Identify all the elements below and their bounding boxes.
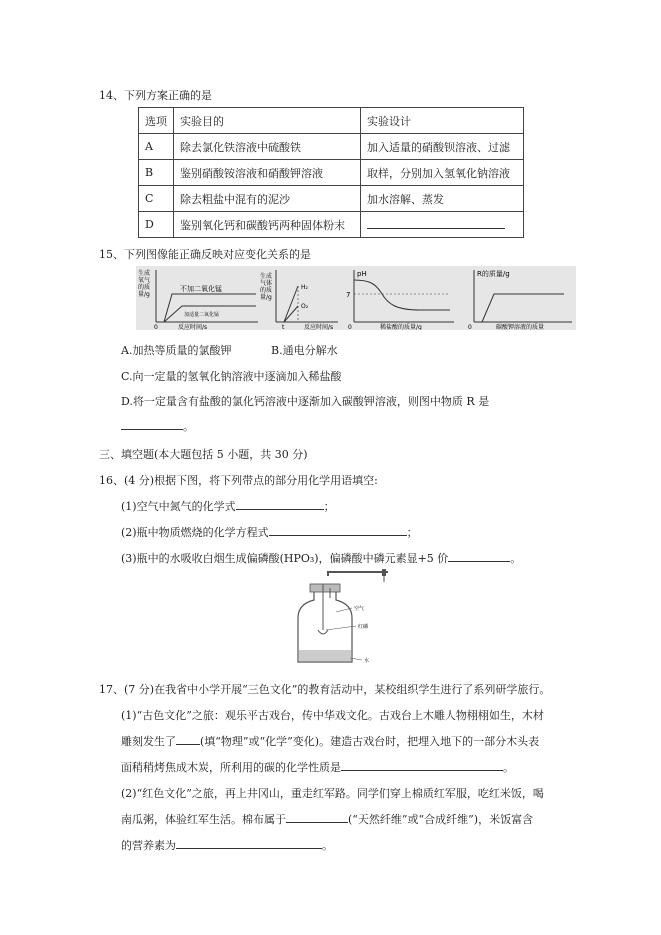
option-b: B.通电分解水 — [271, 344, 338, 357]
graph-c-svg — [340, 266, 458, 330]
answer-blank-line — [176, 837, 322, 849]
curve-label: 加适量二氧化锰 — [184, 312, 220, 318]
svg-text:量/g: 量/g — [260, 294, 272, 301]
option-c: C.向一定量的氢氧化钠溶液中逐滴加入稀盐酸 — [121, 370, 342, 383]
table-row — [139, 108, 524, 134]
graph-a — [136, 266, 266, 330]
table-cell: 鉴别氧化钙和碳酸钙两种固体粉末 — [174, 212, 361, 238]
svg-text:0: 0 — [154, 324, 158, 330]
svg-text:生成: 生成 — [138, 270, 151, 277]
svg-text:反应时间/s: 反应时间/s — [304, 324, 334, 330]
answer-blank-line — [367, 217, 505, 229]
table-row — [139, 212, 524, 238]
table-header: 选项 — [139, 108, 174, 134]
graph-d — [458, 266, 576, 330]
graph-b — [258, 266, 340, 330]
table-cell: 取样，分别加入氢氧化钠溶液 — [361, 160, 524, 186]
svg-text:碳酸钾溶液的质量: 碳酸钾溶液的质量 — [496, 324, 545, 330]
q14-table — [138, 107, 524, 238]
q17-line2: (1)“古色文化”之旅：观乐平古戏台，传中华戏文化。古戏台上木雕人物栩栩如生，木材 — [121, 709, 544, 722]
table-cell-blank — [361, 212, 524, 238]
q17-line3: 雕刻发生了 (填“物理”或“化学”变化)。建造古戏台时，把埋入地下的一部分木头表 — [121, 735, 540, 748]
table-cell: 加水溶解、蒸发 — [361, 186, 524, 212]
q16-part1: (1)空气中氮气的化学式 ； — [121, 500, 335, 513]
svg-text:稀盐酸的质量/g: 稀盐酸的质量/g — [380, 324, 422, 330]
table-row — [139, 160, 524, 186]
table-cell: A — [139, 134, 174, 160]
q16-stem: 16、(4 分)根据下图，将下列带点的部分用化学用语填空: — [99, 474, 378, 487]
svg-text:反应时间/s: 反应时间/s — [178, 324, 208, 330]
answer-blank-line — [236, 498, 324, 510]
q14-stem: 14、下列方案正确的是 — [99, 89, 212, 102]
q17-line7: 的营养素为 。 — [121, 839, 333, 852]
table-cell: 鉴别硝酸铵溶液和硝酸钾溶液 — [174, 160, 361, 186]
q17-line1: 17、(7 分)在我省中小学开展“三色文化”的教育活动中，某校组织学生进行了系列研学旅行。 — [99, 683, 551, 696]
section-heading: 三、填空题(本大题包括 5 小题，共 30 分) — [99, 448, 308, 461]
figure-label: 红磷 — [358, 624, 369, 630]
answer-blank-line — [176, 733, 200, 745]
svg-text:0: 0 — [348, 324, 352, 330]
table-row — [139, 134, 524, 160]
answer-blank-line — [448, 550, 510, 562]
q17-line5: (2)“红色文化”之旅，再上井冈山，重走红军路。同学们穿上棉质红军服，吃红米饭，喝 — [121, 787, 544, 800]
svg-text:的质: 的质 — [260, 287, 273, 294]
table-header: 实验目的 — [174, 108, 361, 134]
svg-text:气体: 气体 — [260, 280, 273, 287]
svg-text:氧气: 氧气 — [138, 277, 151, 284]
graph-a-svg — [136, 266, 266, 330]
option-d: D.将一定量含有盐酸的氯化钙溶液中逐渐加入碳酸钾溶液，则图中物质 R 是 — [121, 395, 490, 408]
figure-label: 水 — [364, 658, 370, 664]
answer-blank-line — [341, 759, 503, 771]
svg-text:量/g: 量/g — [138, 291, 150, 298]
option-a: A.加热等质量的氯酸钾 — [121, 344, 232, 357]
svg-text:t: t — [282, 324, 285, 330]
answer-blank-line — [286, 811, 348, 823]
table-cell: B — [139, 160, 174, 186]
bottle-diagram — [290, 568, 400, 668]
curve-label: O₂ — [301, 303, 309, 310]
curve-label: 不加二氧化锰 — [180, 285, 222, 293]
svg-text:0: 0 — [468, 324, 472, 330]
q16-part2: (2)瓶中物质燃烧的化学方程式 ； — [121, 526, 418, 539]
option-d-blank-line: 。 — [121, 418, 194, 434]
svg-text:7: 7 — [346, 291, 351, 299]
answer-blank-line — [121, 418, 183, 430]
q15-stem: 15、下列图像能正确反映对应变化关系的是 — [99, 248, 311, 261]
table-header: 实验设计 — [361, 108, 524, 134]
apparatus-figure — [290, 568, 400, 668]
answer-blank-line — [269, 524, 407, 536]
svg-text:R的质量/g: R的质量/g — [477, 270, 510, 278]
table-row — [139, 186, 524, 212]
graph-c — [340, 266, 458, 330]
svg-text:生成: 生成 — [260, 273, 273, 280]
figure-label: 空气 — [354, 606, 365, 612]
table-cell: 加入适量的硝酸钡溶液、过滤 — [361, 134, 524, 160]
graph-d-svg — [458, 266, 576, 330]
table-cell: 除去粗盐中混有的泥沙 — [174, 186, 361, 212]
table-cell: 除去氯化铁溶液中硫酸铁 — [174, 134, 361, 160]
table-cell: C — [139, 186, 174, 212]
svg-text:的质: 的质 — [138, 284, 151, 291]
table-cell: D — [139, 212, 174, 238]
q17-line4: 面稍稍烤焦成木炭，所利用的碳的化学性质是 。 — [121, 761, 514, 774]
graph-b-svg — [258, 266, 340, 330]
svg-text:pH: pH — [357, 270, 367, 278]
q16-part3: (3)瓶中的水吸收白烟生成偏磷酸(HPO₃)，偏磷酸中磷元素显+5 价 。 — [121, 552, 522, 565]
curve-label: H₂ — [301, 284, 308, 291]
q17-line6: 南瓜粥，体验红军生活。棉布属于 (“天然纤维”或“合成纤维”)，米饭富含 — [121, 813, 534, 826]
